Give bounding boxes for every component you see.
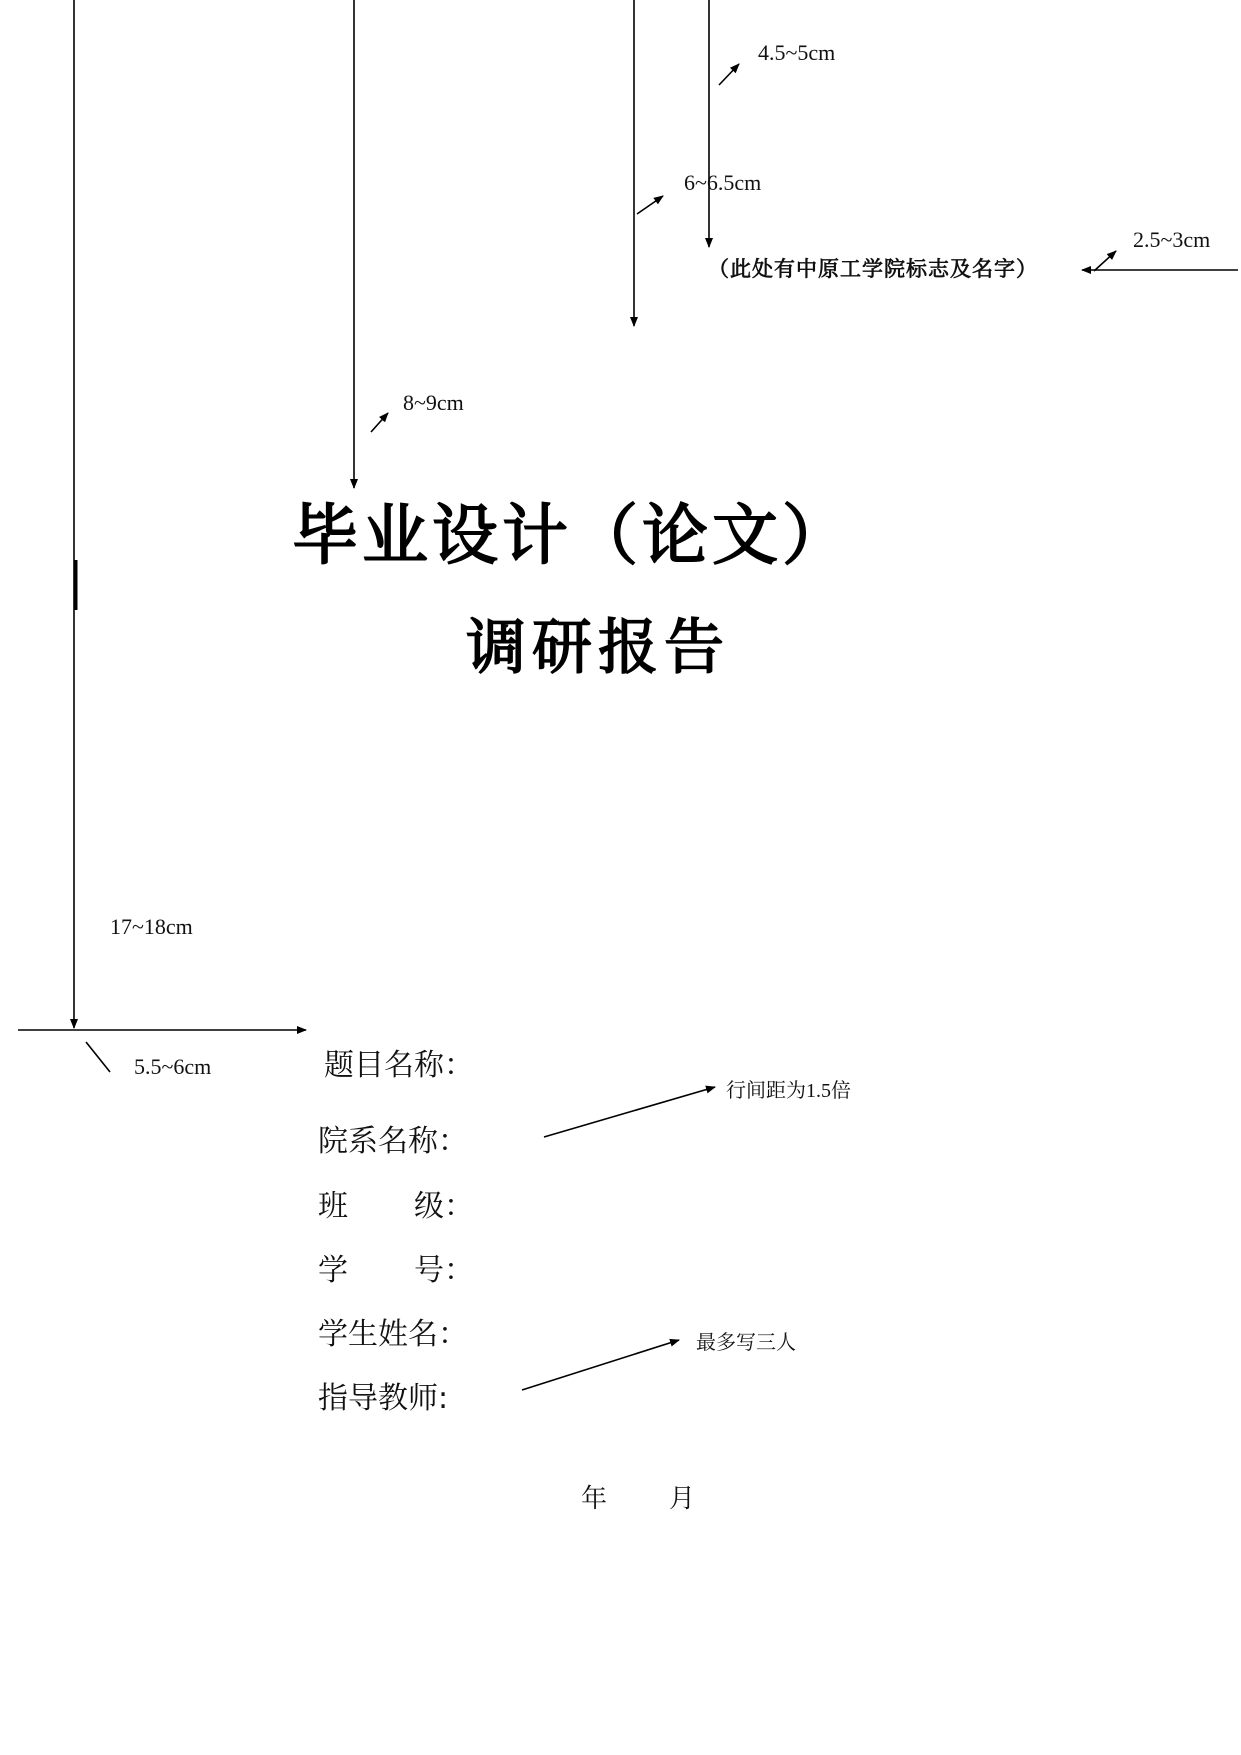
class-label-part2: 级：	[414, 1189, 474, 1224]
max-people-pointer	[522, 1340, 679, 1390]
topic-field-label: 题目名称：	[324, 1048, 474, 1083]
max-people-note: 最多写三人	[696, 1332, 796, 1354]
class-label-part1: 班	[318, 1189, 348, 1224]
advisor-field-label: 指导教师:	[318, 1381, 449, 1416]
right-margin-label: 2.5~3cm	[1133, 227, 1211, 252]
logo-top-pointer	[719, 64, 739, 85]
date-year: 年	[581, 1484, 608, 1514]
student-no-field-label	[318, 1245, 474, 1289]
logo-placeholder-note: （此处有中原工学院标志及名字）	[708, 256, 1038, 281]
department-field-label: 院系名称：	[318, 1124, 468, 1159]
date-month: 月	[669, 1484, 696, 1514]
student-no-label-part2: 号：	[414, 1253, 474, 1288]
class-field-label	[318, 1181, 474, 1225]
logo-top-label: 4.5~5cm	[758, 40, 836, 65]
right-margin-pointer	[1094, 251, 1116, 271]
left-margin-label: 5.5~6cm	[134, 1054, 212, 1079]
student-name-field-label: 学生姓名：	[318, 1317, 468, 1352]
date-line	[581, 1478, 695, 1515]
line-spacing-note: 行间距为1.5倍	[726, 1080, 851, 1102]
logo-block-pointer	[637, 196, 663, 214]
cover-title-main: 毕业设计（论文）	[292, 497, 852, 574]
line-spacing-pointer	[544, 1087, 715, 1137]
title-top-pointer	[371, 413, 388, 432]
cover-title-sub: 调研报告	[466, 613, 730, 683]
title-top-label: 8~9cm	[403, 390, 464, 415]
logo-block-label: 6~6.5cm	[684, 170, 762, 195]
student-no-label-part1: 学	[318, 1253, 348, 1288]
fields-top-label: 17~18cm	[110, 914, 193, 939]
left-margin-pointer	[86, 1042, 110, 1072]
